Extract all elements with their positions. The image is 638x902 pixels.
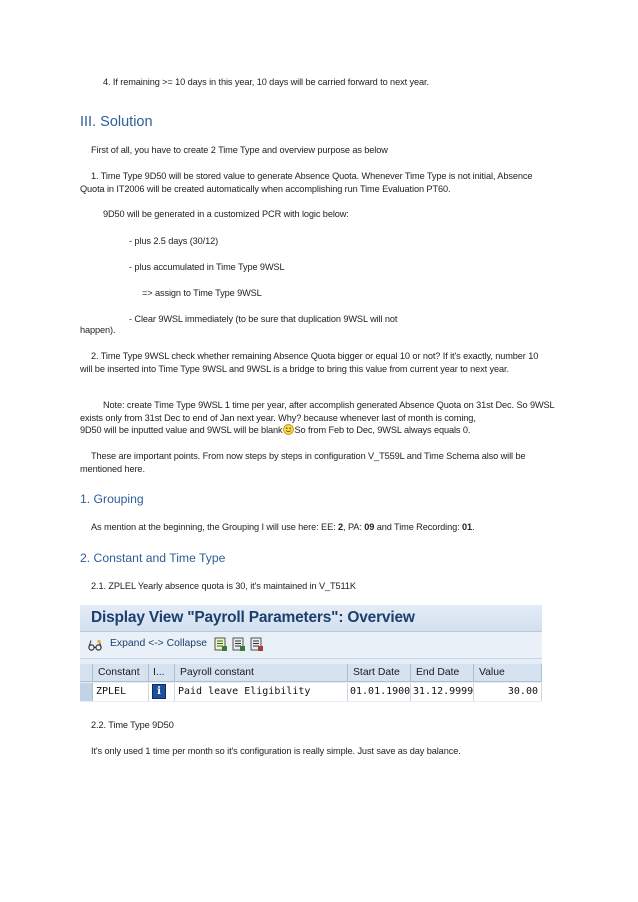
paragraph-time-type-9d50: 1. Time Type 9D50 will be stored value to generate Absence Quota. Whenever Time Type is not initial, Absence Quota in IT2006 will be created automatically when accomplishing run Time Evaluation PT60. xyxy=(80,171,533,194)
grouping-ee-value: 2 xyxy=(338,522,344,532)
note-paragraph-line3 xyxy=(80,424,470,437)
row-selector-header[interactable] xyxy=(80,664,93,682)
bullet-clear-continued: happen). xyxy=(80,325,116,335)
column-header-value[interactable]: Value xyxy=(474,664,542,682)
cell-end-date[interactable]: 31.12.9999 xyxy=(411,683,474,701)
remaining-rule-text: 4. If remaining >= 10 days in this year, 10 days will be carried forward to next year. xyxy=(103,77,429,87)
grouping-heading: 1. Grouping xyxy=(80,492,144,506)
cell-start-date[interactable]: 01.01.1900 xyxy=(348,683,411,701)
column-header-end-date[interactable]: End Date xyxy=(411,664,474,682)
grouping-pa-value: 09 xyxy=(364,522,375,532)
cell-value[interactable]: 30.00 xyxy=(474,683,542,701)
grouping-tr-value: 01 xyxy=(462,522,473,532)
deselect-all-icon[interactable] xyxy=(250,637,264,652)
row-selector[interactable] xyxy=(80,683,93,701)
solution-heading: III. Solution xyxy=(80,114,153,130)
constant-heading: 2. Constant and Time Type xyxy=(80,551,226,565)
paragraph-pcr-logic: 9D50 will be generated in a customized PCR with logic below: xyxy=(103,209,349,219)
grouping-text-tr-label: and Time Recording: xyxy=(374,522,463,532)
grouping-text xyxy=(91,521,475,534)
column-header-start-date[interactable]: Start Date xyxy=(348,664,411,682)
sap-toolbar xyxy=(80,632,542,659)
select-all-icon[interactable] xyxy=(232,637,246,652)
info-icon[interactable]: i xyxy=(152,684,166,699)
column-header-constant[interactable]: Constant xyxy=(93,664,149,682)
column-header-payroll-constant[interactable]: Payroll constant xyxy=(175,664,348,682)
grouping-text-end: . xyxy=(472,522,475,532)
bullet-clear: - Clear 9WSL immediately (to be sure that duplication 9WSL will not xyxy=(129,314,398,324)
sap-title-bar xyxy=(80,605,542,632)
expand-collapse-button[interactable]: Expand <-> Collapse xyxy=(110,638,208,649)
zplel-text: 2.1. ZPLEL Yearly absence quota is 30, it's maintained in V_T511K xyxy=(91,581,356,591)
cell-info[interactable] xyxy=(149,683,175,701)
note-text-part1: 9D50 will be inputted value and 9WSL will be blank xyxy=(80,425,283,435)
paragraph-time-type-9wsl: 2. Time Type 9WSL check whether remaining Absence Quota bigger or equal 10 or not? If it's exactly, number 10 will be inserted into Time Type 9WSL and 9WSL is a bridge to bring this value from current year to next year. xyxy=(80,351,539,374)
bullet-plus-days: - plus 2.5 days (30/12) xyxy=(129,236,219,246)
note-paragraph: Note: create Time Type 9WSL 1 time per year, after accomplish generated Absence Quota on 31st Dec. So 9WSL exists only from 31st Dec to end of Jan next year. Why? because whenever last of month is coming, xyxy=(80,400,555,423)
bullet-plus-accumulated: - plus accumulated in Time Type 9WSL xyxy=(129,262,285,272)
time-type-9d50-text: 2.2. Time Type 9D50 xyxy=(91,720,174,730)
bullet-assign: => assign to Time Type 9WSL xyxy=(142,288,262,298)
cell-constant[interactable]: ZPLEL xyxy=(93,683,149,701)
column-header-info[interactable]: I... xyxy=(149,664,175,682)
important-points-paragraph: These are important points. From now steps by steps in configuration V_T559L and Time Schema also will be mentioned here. xyxy=(80,451,526,474)
sap-screenshot xyxy=(80,605,542,702)
grouping-text-prefix: As mention at the beginning, the Grouping I will use here: EE: xyxy=(91,522,339,532)
cell-payroll-constant[interactable]: Paid leave Eligibility xyxy=(175,683,348,701)
intro-text: First of all, you have to create 2 Time Type and overview purpose as below xyxy=(91,145,388,155)
note-text-part2: So from Feb to Dec, 9WSL always equals 0. xyxy=(294,425,471,435)
sap-view-title: Display View "Payroll Parameters": Overview xyxy=(91,609,415,626)
grouping-text-pa-label: , PA: xyxy=(343,522,365,532)
closing-text: It's only used 1 time per month so it's configuration is really simple. Just save as day balance. xyxy=(91,746,461,756)
glasses-icon[interactable] xyxy=(88,638,102,653)
details-icon[interactable] xyxy=(214,637,228,652)
smiley-icon xyxy=(283,424,294,435)
